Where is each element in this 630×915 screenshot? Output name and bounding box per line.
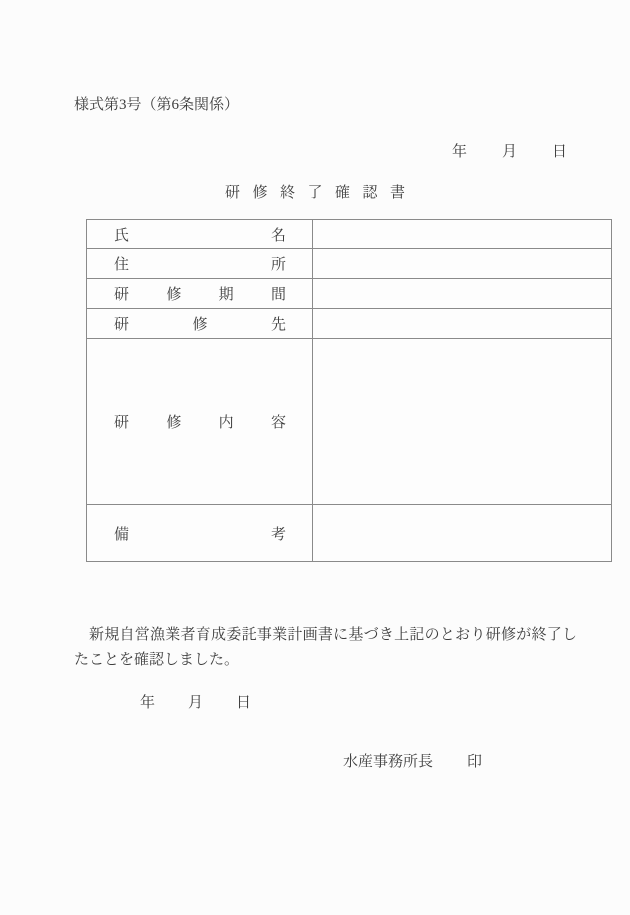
row-label-cell (87, 339, 313, 505)
seal-placeholder: 印 (467, 754, 483, 770)
signature-line (343, 750, 482, 771)
top-date-day-label: 日 (552, 144, 568, 160)
row-label-training-period: 研 修 期 間 (114, 287, 286, 303)
top-date-month-label: 月 (502, 144, 518, 160)
row-label-training-content: 研 修 内 容 (114, 415, 286, 431)
row-label-cell (87, 505, 313, 562)
signature-office-title: 水産事務所長 (343, 754, 434, 770)
row-label-cell (87, 249, 313, 279)
row-label-training-place: 研 修 先 (114, 317, 286, 333)
row-label-cell (87, 279, 313, 309)
top-date-year-label: 年 (452, 144, 468, 160)
top-date-line (452, 140, 567, 161)
bottom-date-day-label: 日 (236, 695, 252, 711)
row-label-address: 住 所 (114, 257, 286, 273)
bottom-date-year-label: 年 (140, 695, 156, 711)
row-label-name: 氏 名 (114, 227, 286, 244)
table-row-name (87, 220, 612, 249)
bottom-date-line (140, 691, 251, 712)
row-value-training-content (313, 339, 612, 505)
row-label-cell (87, 309, 313, 339)
document-title: 研修終了確認書 (224, 185, 418, 201)
row-value-remarks (313, 505, 612, 562)
row-value-training-place (313, 309, 612, 339)
row-label-cell (87, 220, 313, 249)
row-value-address (313, 249, 612, 279)
table-row-training-period (87, 279, 612, 309)
row-label-remarks: 備 考 (114, 526, 286, 543)
training-confirmation-table (86, 219, 612, 562)
table-row-remarks (87, 505, 612, 562)
form-number: 様式第3号（第6条関係） (74, 97, 240, 113)
row-value-training-period (313, 279, 612, 309)
table-row-training-content (87, 339, 612, 505)
bottom-date-month-label: 月 (188, 695, 204, 711)
table-row-training-place (87, 309, 612, 339)
confirmation-paragraph: 新規自営漁業者育成委託事業計画書に基づき上記のとおり研修が終了したことを確認しました。 (74, 627, 577, 668)
row-value-name (313, 220, 612, 249)
table-row-address (87, 249, 612, 279)
